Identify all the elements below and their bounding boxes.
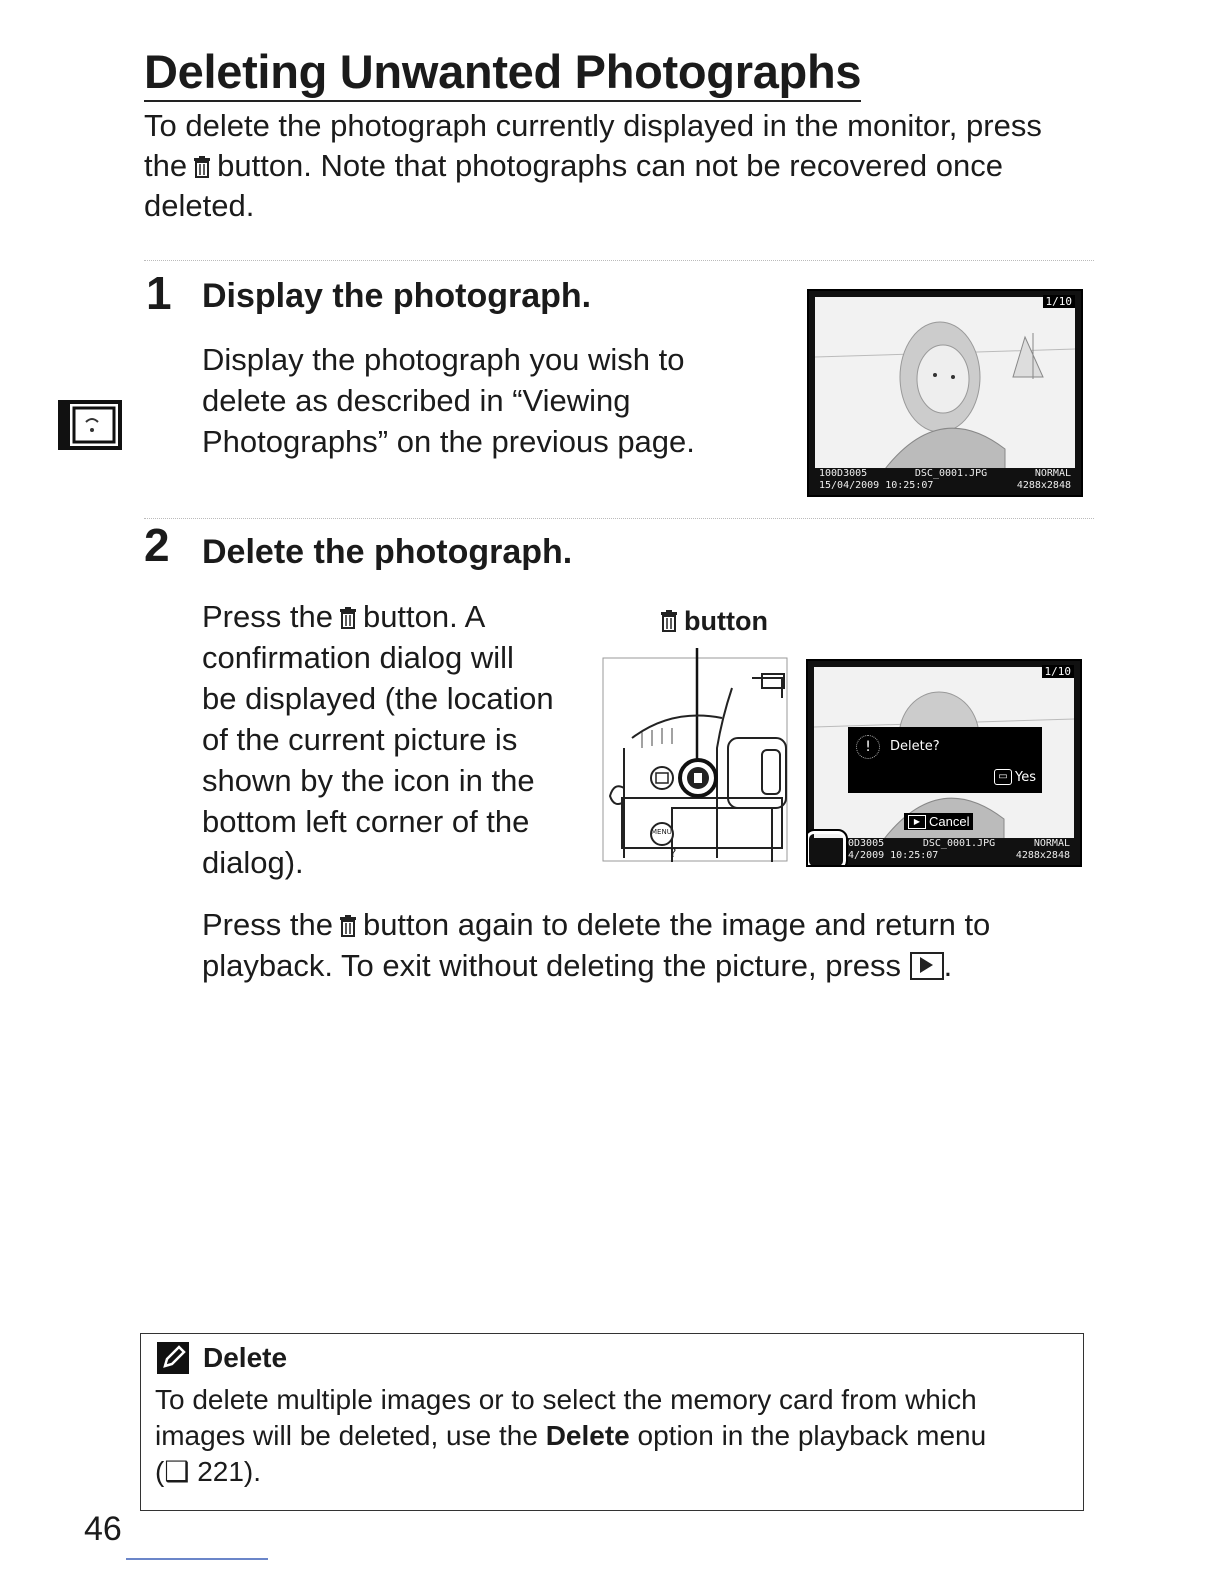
photo-info-bar [814, 838, 1074, 864]
dialog-yes-label: Yes [1015, 769, 1036, 785]
playback-icon: ▶ [908, 815, 926, 829]
intro-paragraph [144, 106, 1094, 226]
note-line-1: To delete multiple images or to select the memory card from which [155, 1384, 977, 1415]
note-page-reference: (❑ 221). [155, 1456, 262, 1487]
step-2-line: shown by the icon in the [202, 763, 535, 798]
delete-confirm-dialog [848, 727, 1042, 793]
image-counter: 1/10 [1042, 665, 1075, 678]
photo-info-bar [815, 468, 1075, 494]
delete-menu-option: Delete [545, 1420, 630, 1451]
trash-icon [193, 156, 211, 178]
location-indicator-highlight [806, 831, 846, 867]
intro-line-3: deleted. [144, 188, 255, 223]
step-2-line-1-end: button. A [362, 599, 486, 634]
dialog-cancel-button[interactable] [904, 813, 973, 830]
callout-label [660, 606, 768, 637]
note-header [157, 1342, 287, 1374]
step-2-line: confirmation dialog will [202, 640, 514, 675]
dialog-title: Delete? [890, 739, 940, 754]
note-line-2 [155, 1418, 1075, 1454]
image-size: 4288x2848 [1015, 850, 1070, 861]
help-button-label: ? [670, 846, 677, 860]
page-number: 46 [84, 1510, 122, 1548]
intro-line-1: To delete the photograph currently displayed in the monitor, press [144, 108, 1042, 143]
step-2-number: 2 [144, 519, 170, 571]
step-1-text [202, 339, 762, 462]
step-1-title: Display the photograph. [202, 277, 592, 315]
followup-line-2: playback. To exit without deleting the picture, press . [202, 948, 953, 983]
callout-label-text: button [684, 606, 768, 636]
monitor-photo-display [807, 289, 1083, 497]
step-2-line-1-start: Press the [202, 599, 333, 634]
intro-line-2-end: button. Note that photographs can not be recovered once [217, 148, 1003, 183]
folder-label: 0D3005 [848, 838, 885, 849]
trash-icon [339, 607, 357, 629]
followup-line-2-text: playback. To exit without deleting the picture, press [202, 948, 902, 983]
step-2-line: bottom left corner of the [202, 804, 530, 839]
photo-scene [815, 297, 1075, 469]
step-1-line: delete as described in “Viewing [202, 383, 631, 418]
date-time: 4/2009 10:25:07 [848, 850, 939, 861]
step-2-line: of the current picture is [202, 722, 518, 757]
step-1-line: Display the photograph you wish to [202, 342, 685, 377]
folder-label: 100D3005 [819, 468, 868, 479]
image-counter: 1/10 [1043, 295, 1076, 308]
trash-icon [339, 915, 357, 937]
file-name: DSC_0001.JPG [922, 838, 996, 849]
note-box [140, 1333, 1084, 1511]
menu-button-label: MENU [651, 828, 672, 836]
page-footer-rule [126, 1558, 268, 1560]
image-size: 4288x2848 [1016, 480, 1071, 491]
step-2-line: dialog). [202, 845, 304, 880]
playback-icon [910, 952, 944, 980]
followup-line-1-start: Press the [202, 907, 333, 942]
pencil-note-icon [157, 1342, 189, 1374]
note-line-2-end: option in the playback menu [637, 1420, 987, 1451]
step-1-line: Photographs” on the previous page. [202, 424, 695, 459]
divider [144, 260, 1094, 261]
quality-label: NORMAL [1034, 468, 1071, 479]
warning-icon: ! [856, 735, 880, 759]
step-2-line-1 [202, 596, 592, 637]
monitor-delete-dialog [806, 659, 1082, 867]
dialog-cancel-label: Cancel [929, 814, 970, 829]
intro-line-2 [144, 146, 1094, 186]
step-1-number: 1 [146, 267, 172, 319]
intro-line-2-start: the [144, 148, 188, 183]
trash-icon: ▭ [994, 769, 1012, 785]
step-2-title: Delete the photograph. [202, 533, 573, 571]
trash-icon [660, 610, 678, 632]
file-name: DSC_0001.JPG [914, 468, 988, 479]
step-2-text [202, 596, 592, 883]
date-time: 15/04/2009 10:25:07 [819, 480, 934, 491]
note-line-2-start: images will be deleted, use the [155, 1420, 538, 1451]
note-body [155, 1382, 1075, 1490]
followup-line-1 [202, 904, 1102, 945]
page-title: Deleting Unwanted Photographs [144, 44, 861, 102]
followup-line-1-end: button again to delete the image and return to [362, 907, 991, 942]
note-heading: Delete [203, 1342, 288, 1373]
divider [144, 518, 1094, 519]
camera-back-illustration [602, 648, 788, 862]
quality-label: NORMAL [1033, 838, 1070, 849]
dialog-yes-button[interactable] [994, 769, 1036, 785]
step-2-followup [202, 904, 1102, 986]
playback-section-tab-icon [58, 400, 122, 450]
step-2-line: be displayed (the location [202, 681, 554, 716]
